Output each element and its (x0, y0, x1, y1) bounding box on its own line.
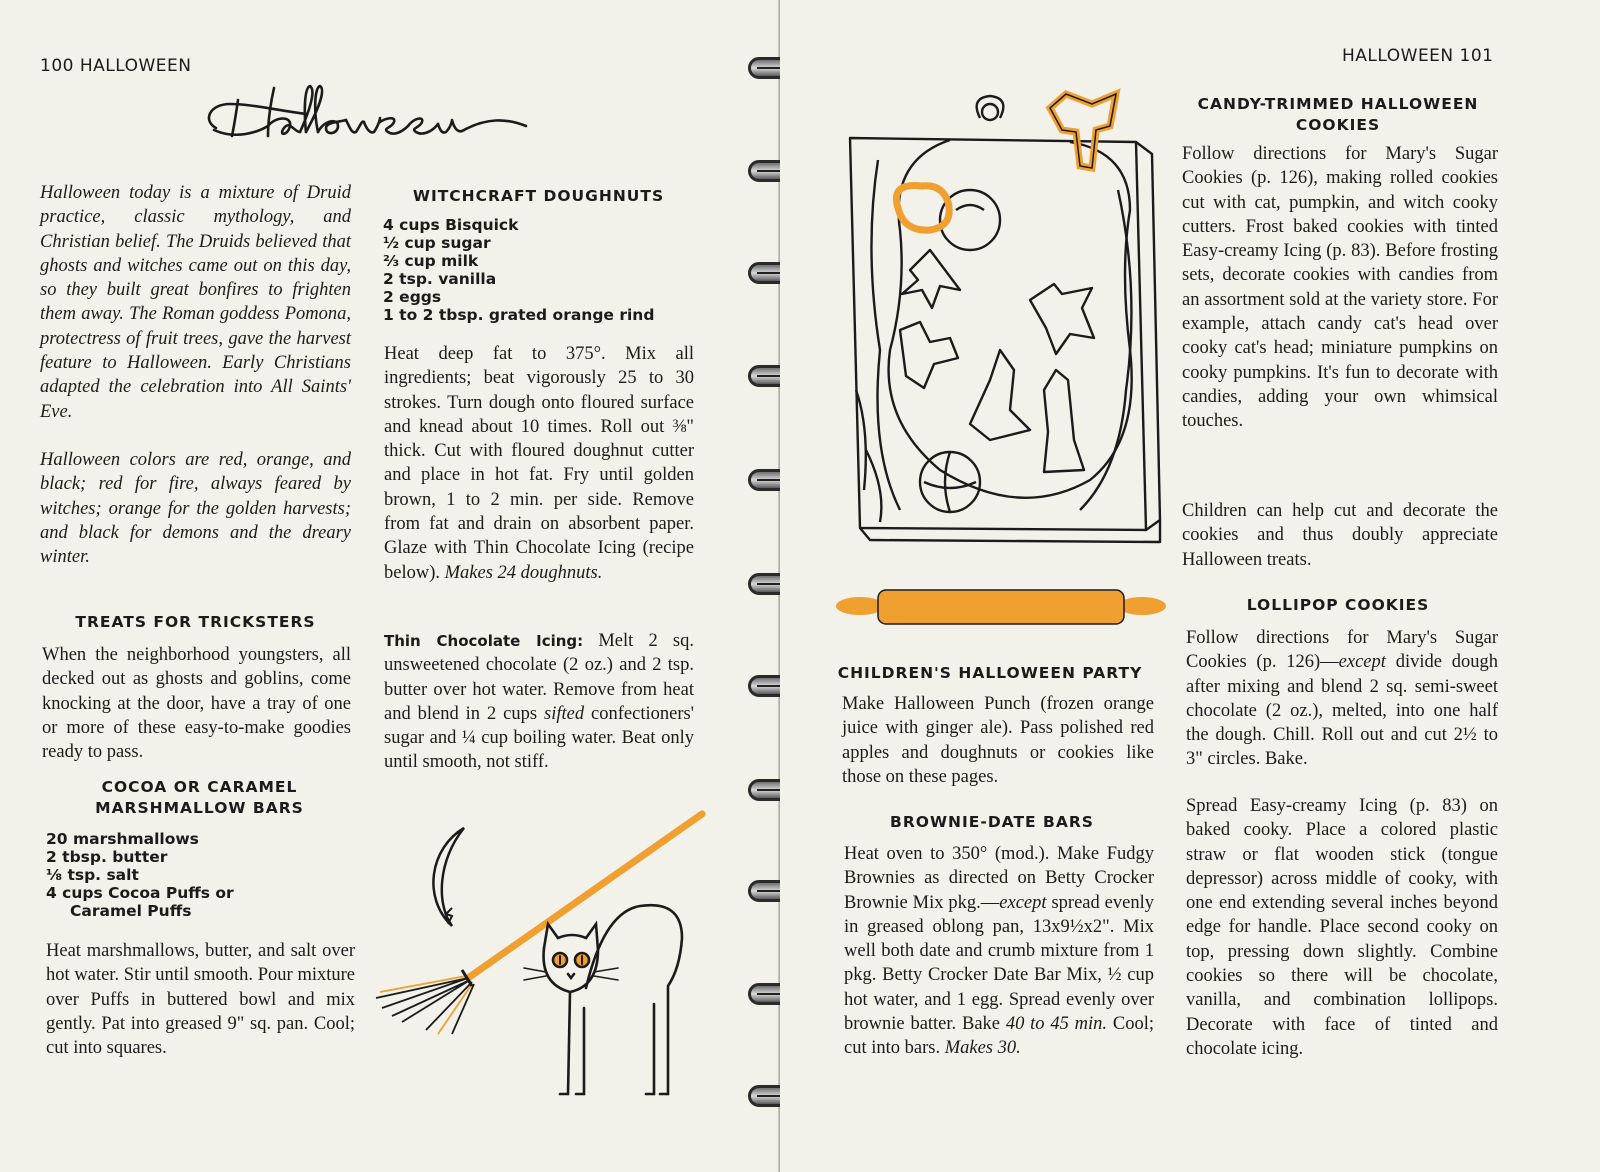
doughnuts-yield: Makes 24 doughnuts. (444, 562, 603, 583)
marshmallow-ingredients (46, 830, 346, 920)
brownie-yield: Makes 30. (944, 1038, 1021, 1059)
brownie-text-c: Cool; cut into bars. (844, 1014, 1155, 1059)
cat-illustration (524, 905, 682, 1094)
party-text: Make Halloween Punch (frozen orange juice with ginger ale). Pass polished red apples and doughnuts or cookies like those on these pages. (842, 694, 1154, 787)
moon-illustration (433, 828, 464, 926)
broom-illustration (376, 814, 702, 1034)
marshmallow-method: Heat marshmallows, butter, and salt over hot water. Stir until smooth. Pour mixture over Puffs in buttered bowl and mix gently. Pat into greased 9" sq. pan. Cool; cut into squares. (46, 941, 355, 1059)
intro-paragraph-1: Halloween today is a mixture of Druid practice, classic mythology, and Christian belief. The Druids believed that ghosts and witches came out on this day, so they built great bonfires to frighten them away. The Roman goddess Pomona, protectress of fruit trees, gave the harvest feature to Halloween. Early Christians adapted the celebration into All Saints' Eve. (40, 183, 351, 422)
witch-broom-cat-illustration (372, 808, 732, 1108)
right-page (780, 0, 1600, 1172)
icing-text-b: confectioners' sugar and ¼ cup boiling water. Beat only until smooth, not stiff. (384, 703, 695, 773)
ingredient: 2 eggs (383, 288, 442, 306)
candy-cookies-heading (1180, 94, 1496, 136)
candy-cookies-text2: Children can help cut and decorate the cookies and thus doubly appreciate Halloween treats. (1182, 501, 1498, 570)
ingredient: ⅛ tsp. salt (46, 866, 139, 884)
lollipop-except: except (1338, 652, 1386, 673)
marshmallow-heading (44, 777, 355, 819)
party-heading: CHILDREN'S HALLOWEEN PARTY (837, 664, 1143, 682)
intro-column (40, 181, 351, 569)
ingredient: 2 tsp. vanilla (383, 270, 497, 288)
candy-cookies-heading-line1: CANDY-TRIMMED HALLOWEEN (1197, 95, 1479, 113)
page-folio-right: HALLOWEEN 101 (1342, 46, 1494, 66)
treats-text: When the neighborhood youngsters, all decked out as ghosts and goblins, come knocking at the door, have a tray of one or more of these easy-to-make goodies ready to pass. (42, 645, 351, 763)
brownie-text-a: Heat oven to 350° (mod.). Make Fudgy Brownies as directed on Betty Crocker Brownie Mix pkg.— (844, 844, 1154, 913)
doughnuts-ingredients (383, 216, 694, 324)
ingredient: Caramel Puffs (70, 902, 192, 920)
treats-heading: TREATS FOR TRICKSTERS (75, 613, 316, 631)
marshmallow-heading-line1: COCOA OR CARAMEL (101, 778, 298, 796)
left-page (0, 0, 780, 1172)
halloween-script-title-icon (196, 70, 546, 160)
ingredient: 20 marshmallows (46, 830, 199, 848)
icing-paragraph (384, 629, 694, 775)
rolling-pin-illustration (836, 582, 1166, 632)
lollipop-heading: LOLLIPOP COOKIES (1246, 596, 1430, 614)
candy-cookies-heading-line2: COOKIES (1295, 116, 1381, 134)
cookie-board-illustration (830, 90, 1160, 650)
ingredient: 4 cups Bisquick (383, 216, 519, 234)
icing-sifted: sifted (544, 703, 585, 724)
ingredient: ⅔ cup milk (383, 252, 479, 270)
brownie-text-b: spread evenly in greased oblong pan, 13x9½x2". Mix well both date and crumb mixture from 1 pkg. Betty Crocker Date Bar Mix, ½ cup hot water, and 1 egg. Spread evenly over brownie batter. Bake (844, 892, 1154, 1035)
marshmallow-heading-line2: MARSHMALLOW BARS (95, 799, 304, 817)
lollipop-text-a: Follow directions for Mary's Sugar Cookies (p. 126)— (1186, 628, 1498, 673)
script-title (196, 70, 546, 160)
lollipop-text (1186, 626, 1498, 772)
icing-text-a: Melt 2 sq. unsweetened chocolate (2 oz.) and 2 tsp. butter over hot water. Remove from heat and blend in 2 cups (384, 631, 694, 724)
ingredient: 4 cups Cocoa Puffs or (46, 884, 234, 902)
brownie-except: except (999, 892, 1047, 913)
ingredient: 1 to 2 tbsp. grated orange rind (383, 306, 655, 324)
ingredient: 2 tbsp. butter (46, 848, 168, 866)
doughnuts-method-text: Heat deep fat to 375°. Mix all ingredients; beat vigorously 25 to 30 strokes. Turn dough onto floured surface and knead about 10 times. Roll out ⅜" thick. Cut with floured doughnut cutter and place in hot fat. Fry until golden brown, 1 to 2 min. per side. Remove from fat and drain on absorbent paper. Glaze with Thin Chocolate Icing (recipe below). (384, 344, 694, 583)
brownie-bake-time: 40 to 45 min. (1005, 1014, 1108, 1035)
icing-label: Thin Chocolate Icing: (384, 632, 584, 650)
candy-cookies-text: Follow directions for Mary's Sugar Cookies (p. 126), making rolled cookies cut with cat, pumpkin, and witch cooky cutters. Frost baked cookies with tinted Easy-creamy Icing (p. 83). Before frosting sets, decorate cookies with candies from an assortment sold at the variety store. For example, attach candy cat's head over cooky cat's head; miniature pumpkins on cooky pumpkins. It's fun to decorate with candies, adding your own whimsical touches. (1182, 144, 1498, 432)
doughnuts-heading: WITCHCRAFT DOUGHNUTS (412, 187, 665, 205)
doughnuts-method (384, 342, 694, 585)
brownie-text (844, 842, 1154, 1061)
ingredient: ½ cup sugar (383, 234, 491, 252)
lollipop-text-b: divide dough after mixing and blend 2 sq. semi-sweet chocolate (2 oz.), melted, into one half the dough. Chill. Roll out and cut 2½ to 3" circles. Bake. (1186, 652, 1498, 770)
page-folio-left: 100 HALLOWEEN (40, 56, 192, 76)
brownie-heading: BROWNIE-DATE BARS (890, 813, 1094, 831)
intro-paragraph-2: Halloween colors are red, orange, and black; red for fire, always feared by witches; orange for the golden harvests; and black for demons and the dreary winter. (40, 449, 351, 568)
lollipop-text2: Spread Easy-creamy Icing (p. 83) on baked cooky. Place a colored plastic straw or flat wooden stick (tongue depressor) across middle of cooky, with one end extending several inches beyond edge for handle. Place second cooky on top, pressing down slightly. Combine cookies so there will be chocolate, vanilla, and combination lollipops. Decorate with face of tinted and chocolate icing. (1186, 796, 1498, 1059)
